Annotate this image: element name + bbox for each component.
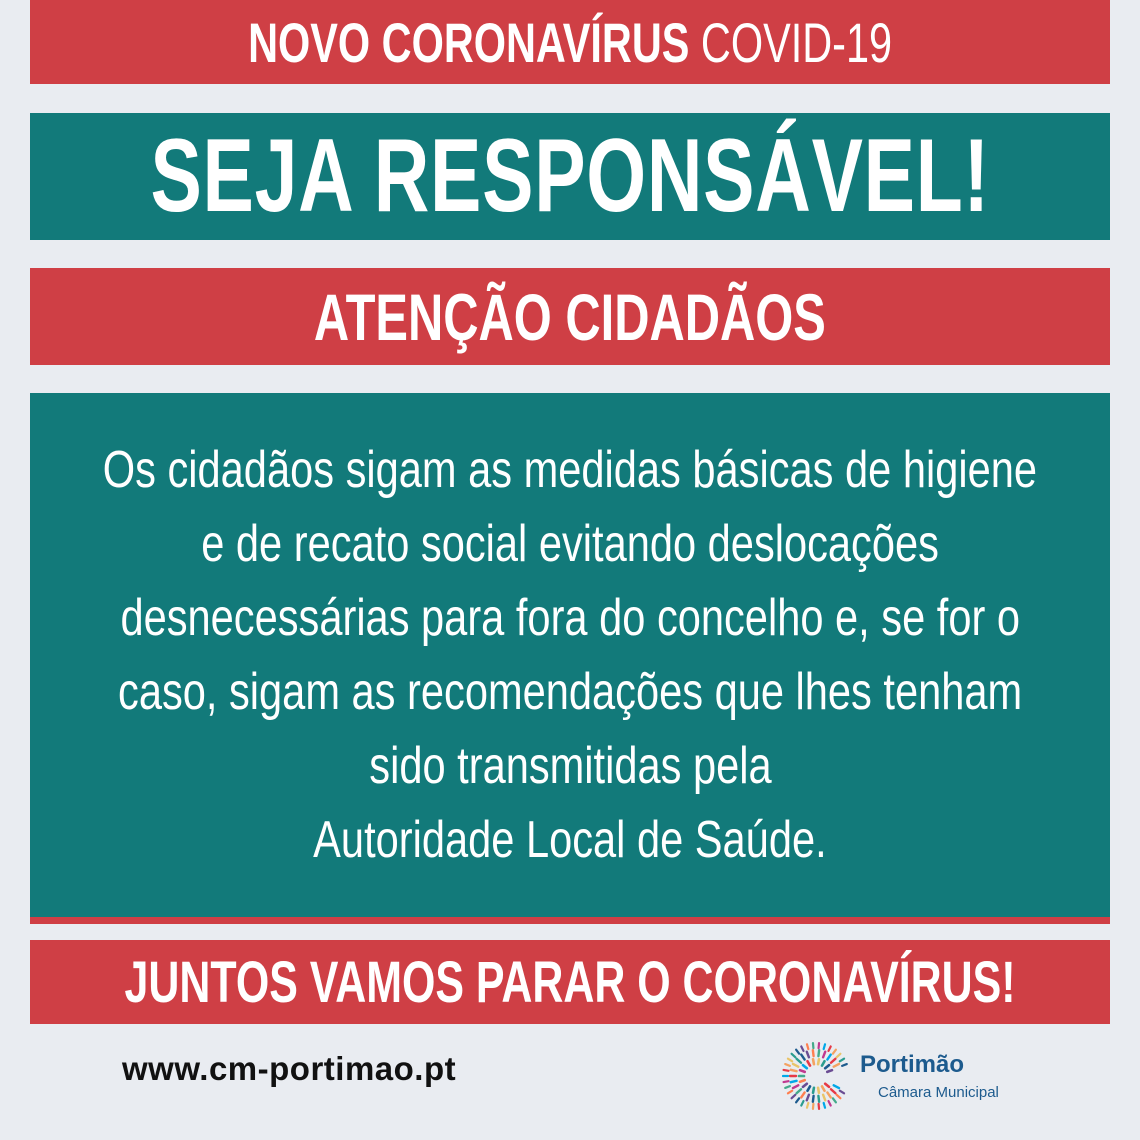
- logo-ray: [808, 1061, 811, 1065]
- logo-ray: [803, 1065, 807, 1068]
- logo-ray: [828, 1046, 830, 1050]
- logo-ray: [785, 1064, 790, 1066]
- logo-ray: [818, 1096, 819, 1102]
- logo-ray: [808, 1086, 811, 1090]
- logo-ray: [840, 1059, 844, 1062]
- logo-ray: [801, 1101, 803, 1105]
- message-line: desnecessárias para fora do concelho e, se for o: [120, 589, 1020, 647]
- logo-ray: [822, 1086, 825, 1090]
- logo-ray: [796, 1098, 799, 1102]
- logo-ray: [813, 1096, 814, 1102]
- logo-ray: [800, 1070, 805, 1072]
- logo-ray: [840, 1091, 844, 1094]
- logo-ray: [818, 1050, 819, 1056]
- headline-text: SEJA RESPONSÁVEL!: [150, 118, 990, 234]
- logo-ray: [792, 1095, 796, 1098]
- logo-ray: [831, 1089, 835, 1093]
- logo-ray: [834, 1085, 839, 1088]
- logo-ray: [827, 1092, 830, 1097]
- message-line: Autoridade Local de Saúde.: [313, 811, 827, 869]
- logo-ray: [825, 1065, 829, 1068]
- logo-ray: [823, 1095, 825, 1101]
- logo-ray: [813, 1088, 814, 1093]
- logo-ray: [796, 1050, 799, 1054]
- logo-ray: [784, 1081, 789, 1082]
- logo-ray: [792, 1054, 796, 1057]
- logo-ray: [797, 1089, 801, 1093]
- logo-ray: [807, 1052, 809, 1058]
- logo-ray: [807, 1044, 808, 1049]
- header-title: [248, 10, 892, 75]
- logo-ray: [818, 1088, 819, 1093]
- portimao-logo: [782, 1040, 1032, 1110]
- attention-text: ATENÇÃO CIDADÃOS: [314, 279, 826, 354]
- logo-ray: [791, 1081, 797, 1082]
- logo-ray: [827, 1070, 832, 1072]
- logo-ray: [797, 1059, 801, 1063]
- portimao-sunburst-logo-icon: [782, 1040, 854, 1112]
- logo-ray: [827, 1055, 830, 1060]
- logo-ray: [801, 1092, 804, 1097]
- logo-ray: [785, 1086, 790, 1088]
- message-panel-edge: [30, 917, 1110, 924]
- logo-ray: [800, 1080, 805, 1082]
- slogan-text: JUNTOS VAMOS PARAR O CORONAVÍRUS!: [124, 949, 1016, 1015]
- slogan-banner: [30, 940, 1110, 1024]
- logo-ray: [837, 1054, 841, 1057]
- logo-ray: [833, 1098, 836, 1102]
- attention-banner: [30, 268, 1110, 365]
- logo-ray: [842, 1064, 847, 1066]
- logo-ray: [791, 1070, 797, 1071]
- logo-ray: [788, 1059, 792, 1062]
- logo-ray: [788, 1091, 792, 1094]
- logo-ray: [807, 1095, 809, 1101]
- logo-ray: [803, 1084, 807, 1087]
- logo-ray: [824, 1044, 825, 1049]
- message-text: [0, 433, 1140, 877]
- logo-ray: [833, 1050, 836, 1054]
- logo-ray: [828, 1101, 830, 1105]
- logo-name: Portimão: [860, 1051, 965, 1078]
- message-line: sido transmitidas pela: [368, 737, 772, 795]
- logo-ray: [793, 1064, 798, 1067]
- logo-subtitle: Câmara Municipal: [878, 1084, 999, 1101]
- logo-ray: [807, 1103, 808, 1108]
- logo-ray: [831, 1059, 835, 1063]
- logo-ray: [813, 1050, 814, 1056]
- logo-ray: [818, 1059, 819, 1064]
- header-title-light: COVID-19: [700, 10, 892, 74]
- website-link[interactable]: www.cm-portimao.pt: [122, 1050, 457, 1087]
- logo-ray: [822, 1061, 825, 1065]
- headline-banner: [30, 113, 1110, 240]
- logo-ray: [813, 1059, 814, 1064]
- logo-ray: [784, 1070, 789, 1071]
- logo-ray: [834, 1064, 839, 1067]
- logo-ray: [825, 1084, 829, 1087]
- logo-ray: [793, 1085, 798, 1088]
- logo-ray: [801, 1055, 804, 1060]
- logo-ray: [801, 1046, 803, 1050]
- message-line: caso, sigam as recomendações que lhes tenham: [117, 663, 1023, 721]
- logo-ray: [837, 1095, 841, 1098]
- message-panel: [30, 393, 1110, 917]
- message-line: e de recato social evitando deslocações: [201, 515, 939, 573]
- logo-ray: [823, 1052, 825, 1058]
- header-title-bold: NOVO CORONAVÍRUS: [248, 10, 690, 74]
- message-line: Os cidadãos sigam as medidas básicas de higiene: [102, 441, 1038, 499]
- logo-ray: [824, 1103, 825, 1108]
- header-banner: [30, 0, 1110, 84]
